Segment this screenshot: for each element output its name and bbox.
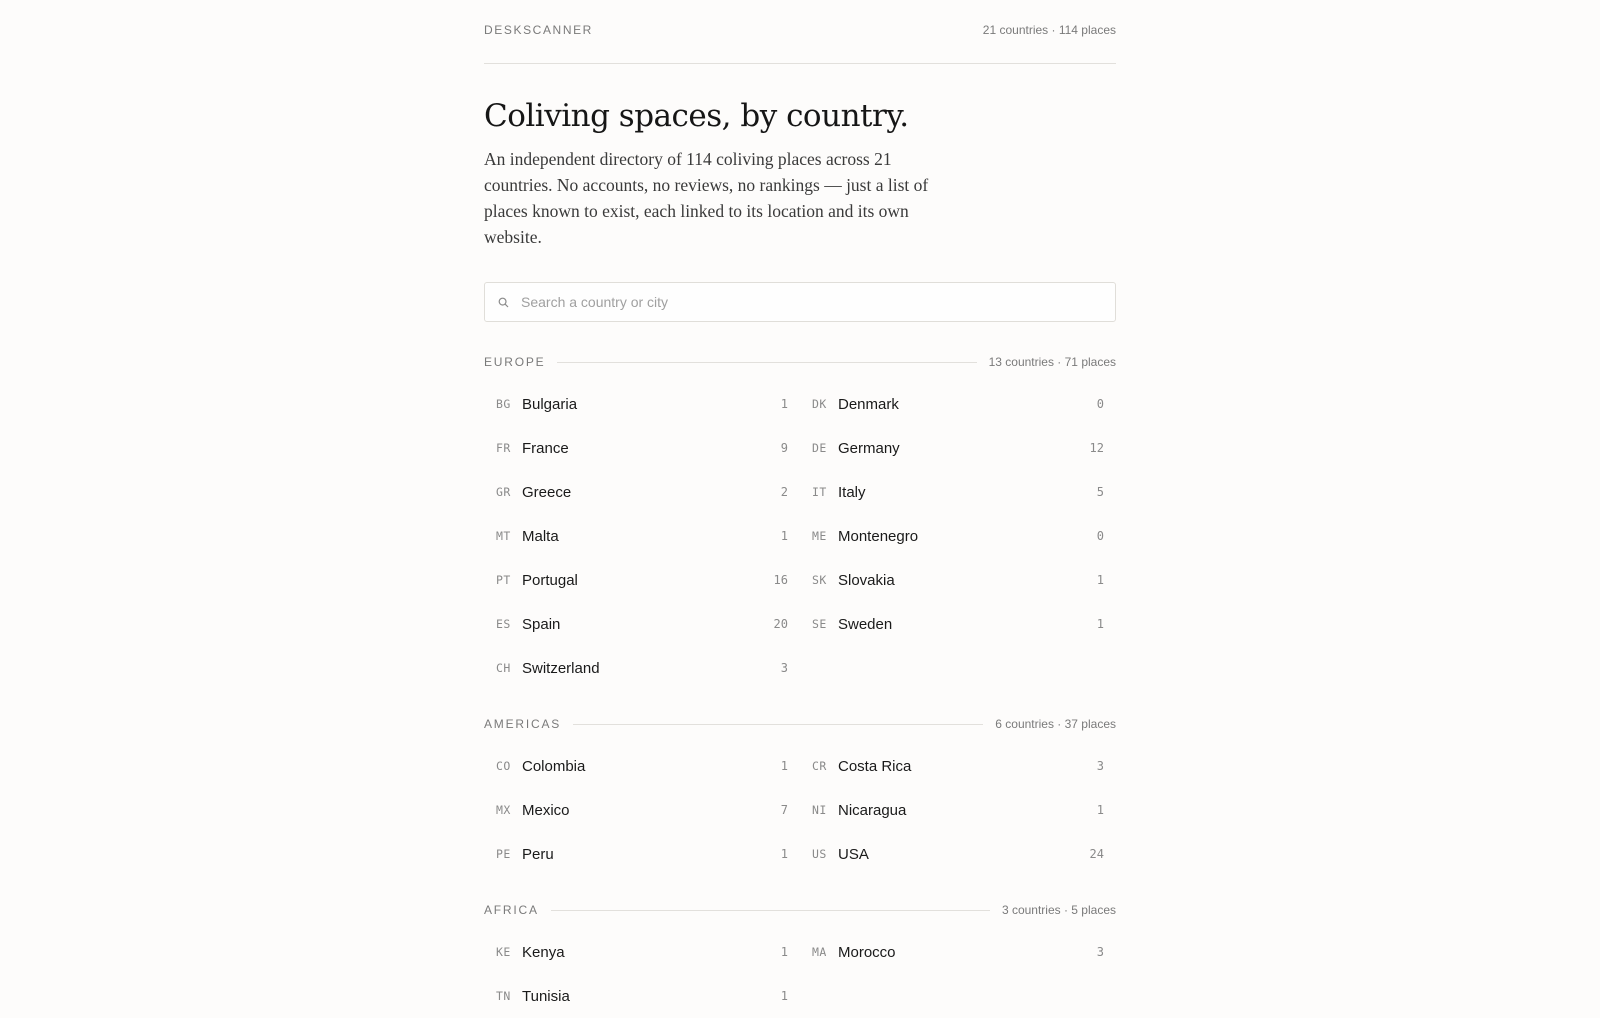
- page: [484, 0, 1116, 1018]
- country-code: MT: [496, 529, 511, 543]
- country-code: CO: [496, 759, 511, 773]
- region-divider: [557, 362, 976, 363]
- country-name: Tunisia: [522, 987, 570, 1005]
- country-name: Costa Rica: [838, 757, 912, 775]
- place-count: 0: [1096, 529, 1104, 543]
- country-code: CR: [812, 759, 827, 773]
- country-link-switzerland[interactable]: [484, 646, 800, 690]
- region-stats: 6 countries · 37 places: [995, 717, 1116, 731]
- country-code: US: [812, 847, 827, 861]
- country-name: Peru: [522, 845, 554, 863]
- country-name: Kenya: [522, 943, 565, 961]
- country-code: NI: [812, 803, 827, 817]
- country-code: DK: [812, 397, 827, 411]
- country-name: Bulgaria: [522, 395, 578, 413]
- country-name: Colombia: [522, 757, 586, 775]
- place-count: 2: [780, 485, 788, 499]
- place-count: 12: [1089, 441, 1104, 455]
- place-count: 5: [1096, 485, 1104, 499]
- search-icon: [497, 296, 509, 308]
- country-name: Switzerland: [522, 659, 600, 677]
- search-input[interactable]: [521, 284, 1115, 320]
- top-bar: [484, 0, 1116, 64]
- country-link-costa-rica[interactable]: [800, 744, 1116, 788]
- country-grid: [484, 744, 1116, 876]
- country-code: MA: [812, 945, 827, 959]
- region-header: [484, 354, 1116, 370]
- place-count: 3: [780, 661, 788, 675]
- place-count: 0: [1096, 397, 1104, 411]
- region-header: [484, 902, 1116, 918]
- place-count: 3: [1096, 759, 1104, 773]
- country-name: Mexico: [522, 801, 570, 819]
- country-link-tunisia[interactable]: [484, 974, 800, 1018]
- brand-logo[interactable]: DESKSCANNER: [484, 22, 593, 37]
- country-link-nicaragua[interactable]: [800, 788, 1116, 832]
- country-link-morocco[interactable]: [800, 930, 1116, 974]
- country-code: ME: [812, 529, 827, 543]
- country-name: Greece: [522, 483, 572, 501]
- country-name: Spain: [522, 615, 561, 633]
- place-count: 9: [780, 441, 788, 455]
- place-count: 1: [780, 397, 788, 411]
- country-grid: [484, 930, 1116, 1018]
- country-link-kenya[interactable]: [484, 930, 800, 974]
- search-box[interactable]: [484, 282, 1116, 322]
- country-grid: [484, 382, 1116, 690]
- country-link-italy[interactable]: [800, 470, 1116, 514]
- region-africa: [484, 902, 1116, 1018]
- country-name: Montenegro: [838, 527, 919, 545]
- country-code: SK: [812, 573, 827, 587]
- place-count: 1: [780, 529, 788, 543]
- country-link-denmark[interactable]: [800, 382, 1116, 426]
- country-name: France: [522, 439, 569, 457]
- country-name: Sweden: [838, 615, 893, 633]
- country-link-france[interactable]: [484, 426, 800, 470]
- country-name: Malta: [522, 527, 559, 545]
- country-link-usa[interactable]: [800, 832, 1116, 876]
- country-link-montenegro[interactable]: [800, 514, 1116, 558]
- place-count: 7: [780, 803, 788, 817]
- place-count: 1: [780, 847, 788, 861]
- region-europe: [484, 354, 1116, 690]
- country-code: SE: [812, 617, 827, 631]
- country-code: KE: [496, 945, 511, 959]
- country-code: CH: [496, 661, 511, 675]
- region-name: AFRICA: [484, 903, 539, 917]
- country-link-malta[interactable]: [484, 514, 800, 558]
- intro-text: An independent directory of 114 coliving places across 21 countries. No accounts, no reviews, no rankings — just a list of places known to exist, each linked to its location and its own website.: [484, 149, 929, 247]
- country-code: TN: [496, 989, 511, 1003]
- region-header: [484, 716, 1116, 732]
- region-stats: 13 countries · 71 places: [988, 355, 1116, 369]
- page-title: Coliving spaces, by country.: [484, 98, 909, 134]
- site-stats: 21 countries · 114 places: [982, 22, 1116, 37]
- country-code: DE: [812, 441, 827, 455]
- country-code: IT: [812, 485, 827, 499]
- country-code: FR: [496, 441, 511, 455]
- country-name: Nicaragua: [838, 801, 907, 819]
- country-code: PT: [496, 573, 511, 587]
- country-link-mexico[interactable]: [484, 788, 800, 832]
- country-link-portugal[interactable]: [484, 558, 800, 602]
- place-count: 20: [773, 617, 788, 631]
- region-divider: [551, 910, 990, 911]
- region-americas: [484, 716, 1116, 876]
- place-count: 1: [780, 759, 788, 773]
- country-link-slovakia[interactable]: [800, 558, 1116, 602]
- region-name: AMERICAS: [484, 717, 562, 731]
- country-name: Morocco: [838, 943, 896, 961]
- region-stats: 3 countries · 5 places: [1001, 903, 1116, 917]
- country-code: PE: [496, 847, 511, 861]
- country-link-colombia[interactable]: [484, 744, 800, 788]
- place-count: 16: [773, 573, 788, 587]
- place-count: 1: [1096, 803, 1104, 817]
- country-code: ES: [496, 617, 511, 631]
- region-list: [484, 354, 1116, 1018]
- country-name: Slovakia: [838, 571, 895, 589]
- country-link-peru[interactable]: [484, 832, 800, 876]
- country-name: Portugal: [522, 571, 578, 589]
- place-count: 3: [1096, 945, 1104, 959]
- country-name: Denmark: [838, 395, 899, 413]
- country-code: BG: [496, 397, 511, 411]
- country-code: GR: [496, 485, 511, 499]
- country-name: Germany: [838, 439, 900, 457]
- country-link-greece[interactable]: [484, 470, 800, 514]
- country-link-spain[interactable]: [484, 602, 800, 646]
- country-link-germany[interactable]: [800, 426, 1116, 470]
- country-link-sweden[interactable]: [800, 602, 1116, 646]
- region-divider: [573, 724, 983, 725]
- place-count: 1: [1096, 617, 1104, 631]
- country-name: USA: [838, 845, 869, 863]
- place-count: 1: [1096, 573, 1104, 587]
- place-count: 24: [1089, 847, 1104, 861]
- country-name: Italy: [838, 483, 866, 501]
- place-count: 1: [780, 945, 788, 959]
- place-count: 1: [780, 989, 788, 1003]
- region-name: EUROPE: [484, 355, 546, 369]
- country-code: MX: [496, 803, 511, 817]
- country-link-bulgaria[interactable]: [484, 382, 800, 426]
